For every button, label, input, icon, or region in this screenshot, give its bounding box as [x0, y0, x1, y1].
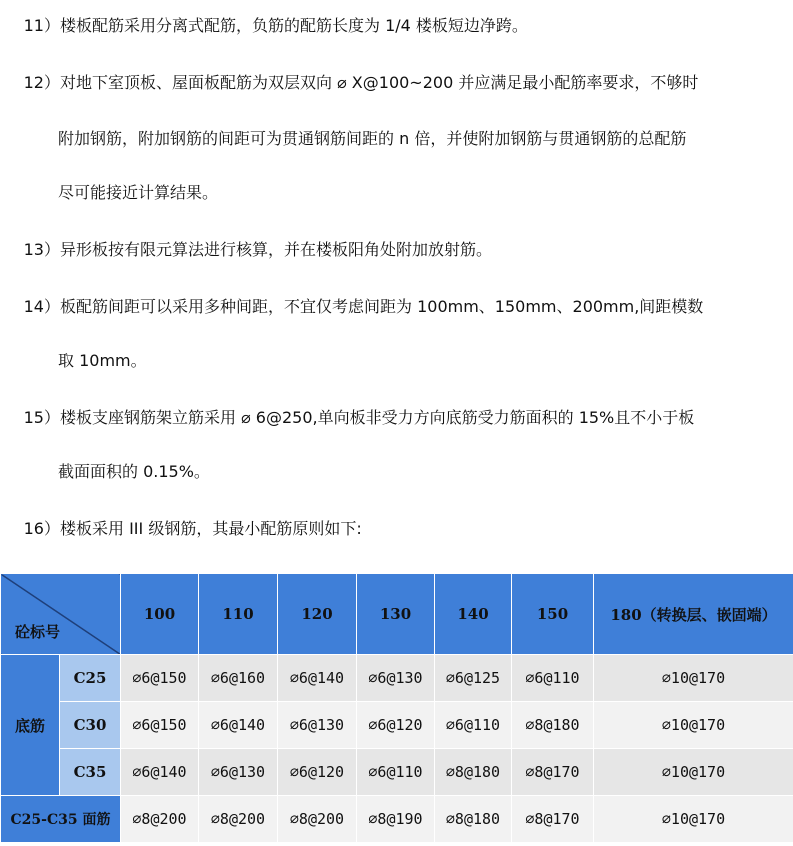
table-cell: ⌀6@130	[357, 655, 435, 702]
table-cell: ⌀6@140	[278, 655, 357, 702]
table-cell: ⌀8@200	[199, 796, 278, 843]
corner-label: 砼标号	[15, 623, 61, 641]
column-header: 140	[435, 574, 512, 655]
paragraph-text: 异形板按有限元算法进行核算，并在楼板阳角处附加放射筋。	[60, 240, 493, 259]
column-header: 150	[512, 574, 594, 655]
paragraph-12-line-2: 附加钢筋，附加钢筋的间距可为贯通钢筋间距的 n 倍，并使附加钢筋与贯通钢筋的总配筋	[58, 129, 687, 148]
table-cell: ⌀6@130	[278, 702, 357, 749]
table-cell: ⌀6@130	[199, 749, 278, 796]
table-row	[1, 702, 793, 749]
column-header: 110	[199, 574, 278, 655]
table-cell: ⌀8@170	[512, 796, 594, 843]
column-header: 180（转换层、嵌固端）	[594, 574, 793, 655]
table-cell: ⌀6@140	[199, 702, 278, 749]
group-label: 底筋	[1, 655, 60, 796]
table-cell: ⌀6@110	[357, 749, 435, 796]
grade-label: C35	[60, 749, 121, 796]
grade-label: C30	[60, 702, 121, 749]
table-cell: ⌀6@120	[357, 702, 435, 749]
table-cell: ⌀6@160	[199, 655, 278, 702]
table-cell: ⌀6@150	[121, 702, 199, 749]
table-cell: ⌀6@140	[121, 749, 199, 796]
table-row	[1, 655, 793, 702]
paragraph-14	[0, 297, 703, 317]
table-cell: ⌀6@120	[278, 749, 357, 796]
paragraph-number: 12）	[23, 73, 60, 92]
table-cell: ⌀8@180	[435, 796, 512, 843]
paragraph-text: 楼板采用 III 级钢筋，其最小配筋原则如下:	[60, 519, 362, 538]
table-cell: ⌀10@170	[594, 749, 793, 796]
paragraph-number: 11）	[23, 16, 60, 35]
paragraph-11	[0, 16, 528, 36]
table-cell: ⌀6@125	[435, 655, 512, 702]
paragraph-14-line-2: 取 10mm。	[58, 351, 147, 370]
table-row	[1, 749, 793, 796]
table-cell: ⌀6@110	[512, 655, 594, 702]
table-cell: ⌀8@200	[278, 796, 357, 843]
reinforcement-table	[0, 573, 793, 843]
table-cell: ⌀6@110	[435, 702, 512, 749]
paragraph-text: 对地下室顶板、屋面板配筋为双层双向 ⌀ X@100~200 并应满足最小配筋率要求，不够时	[60, 73, 699, 92]
paragraph-15	[0, 408, 694, 428]
column-header: 130	[357, 574, 435, 655]
paragraph-16	[0, 519, 362, 539]
corner-header	[1, 574, 121, 655]
paragraph-number: 16）	[23, 519, 60, 538]
column-header: 120	[278, 574, 357, 655]
table-cell: ⌀10@170	[594, 655, 793, 702]
table-cell: ⌀6@150	[121, 655, 199, 702]
paragraph-number: 13）	[23, 240, 60, 259]
table-header-row	[1, 574, 793, 655]
table-cell: ⌀10@170	[594, 702, 793, 749]
paragraph-text: 板配筋间距可以采用多种间距，不宜仅考虑间距为 100mm、150mm、200mm,间距模数	[60, 297, 704, 316]
paragraph-number: 14）	[23, 297, 60, 316]
paragraph-text: 楼板配筋采用分离式配筋，负筋的配筋长度为 1/4 楼板短边净跨。	[60, 16, 528, 35]
table-cell: ⌀8@180	[435, 749, 512, 796]
paragraph-number: 15）	[23, 408, 60, 427]
top-bar-label: C25-C35 面筋	[1, 796, 121, 843]
table-cell: ⌀10@170	[594, 796, 793, 843]
paragraph-12	[0, 73, 698, 93]
table-cell: ⌀8@170	[512, 749, 594, 796]
table-cell: ⌀8@200	[121, 796, 199, 843]
paragraph-15-line-2: 截面面积的 0.15%。	[58, 462, 210, 481]
paragraph-text: 楼板支座钢筋架立筋采用 ⌀ 6@250,单向板非受力方向底筋受力筋面积的 15%且不小于板	[60, 408, 695, 427]
paragraph-12-line-3: 尽可能接近计算结果。	[58, 183, 219, 202]
table-row	[1, 796, 793, 843]
paragraph-13	[0, 240, 492, 260]
grade-label: C25	[60, 655, 121, 702]
column-header: 100	[121, 574, 199, 655]
table-cell: ⌀8@180	[512, 702, 594, 749]
table-cell: ⌀8@190	[357, 796, 435, 843]
